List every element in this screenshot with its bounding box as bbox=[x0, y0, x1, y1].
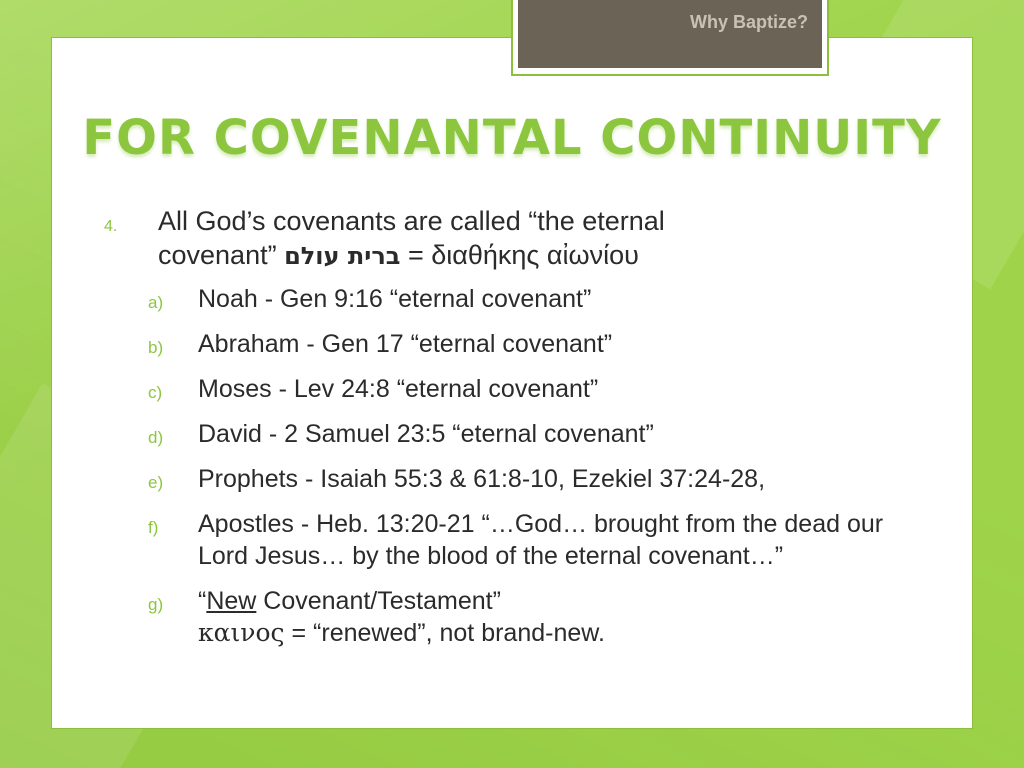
renewed-explanation: = “renewed”, not brand-new. bbox=[284, 619, 605, 647]
main-item-line2 bbox=[158, 238, 940, 273]
sub-item-marker: e) bbox=[148, 473, 164, 492]
greek-phrase: = διαθήκης αἰωνίου bbox=[400, 240, 639, 270]
sub-list-item bbox=[100, 508, 940, 572]
main-item-line1: All God’s covenants are called “the eternal bbox=[158, 206, 665, 236]
open-quote: “ bbox=[198, 587, 207, 615]
renewed-explanation-line bbox=[198, 617, 940, 649]
list-number: 4. bbox=[104, 218, 118, 235]
new-covenant-line bbox=[198, 585, 940, 617]
sub-list-item bbox=[100, 283, 940, 315]
sub-list-item bbox=[100, 328, 940, 360]
covenant-testament-text: Covenant/Testament” bbox=[256, 587, 501, 615]
greek-word: καινος bbox=[198, 618, 285, 647]
sub-list-item bbox=[100, 373, 940, 405]
sub-item-marker: g) bbox=[148, 595, 164, 614]
sub-list-item bbox=[100, 463, 940, 495]
header-tag bbox=[518, 0, 822, 68]
sub-item-text: Prophets - Isaiah 55:3 & 61:8-10, Ezekiel 37:24-28, bbox=[198, 465, 766, 493]
sub-item-text: Abraham - Gen 17 “eternal covenant” bbox=[198, 330, 613, 358]
header-tag-text: Why Baptize? bbox=[689, 12, 808, 32]
sub-list-item bbox=[100, 418, 940, 450]
hebrew-phrase: ברית עולם bbox=[284, 242, 401, 270]
sub-item-marker: d) bbox=[148, 428, 164, 447]
slide-body bbox=[100, 204, 940, 662]
sub-item-text: Apostles - Heb. 13:20-21 “…God… brought from the dead our Lord Jesus… by the blood of the eternal covenant…” bbox=[198, 510, 884, 570]
underlined-word: New bbox=[206, 587, 257, 615]
sub-list bbox=[100, 283, 940, 649]
sub-item-marker: c) bbox=[148, 383, 163, 402]
sub-item-text: David - 2 Samuel 23:5 “eternal covenant” bbox=[198, 420, 654, 448]
main-item-line2-prefix: covenant” bbox=[158, 240, 285, 270]
sub-item-marker: a) bbox=[148, 293, 164, 312]
sub-list-item bbox=[100, 585, 940, 649]
sub-item-marker: b) bbox=[148, 338, 164, 357]
sub-item-marker: f) bbox=[148, 518, 159, 537]
main-list-item bbox=[100, 204, 940, 273]
slide-title: FOR COVENANTAL CONTINUITY bbox=[82, 110, 942, 166]
sub-item-text: Moses - Lev 24:8 “eternal covenant” bbox=[198, 375, 599, 403]
sub-item-text: Noah - Gen 9:16 “eternal covenant” bbox=[198, 285, 592, 313]
